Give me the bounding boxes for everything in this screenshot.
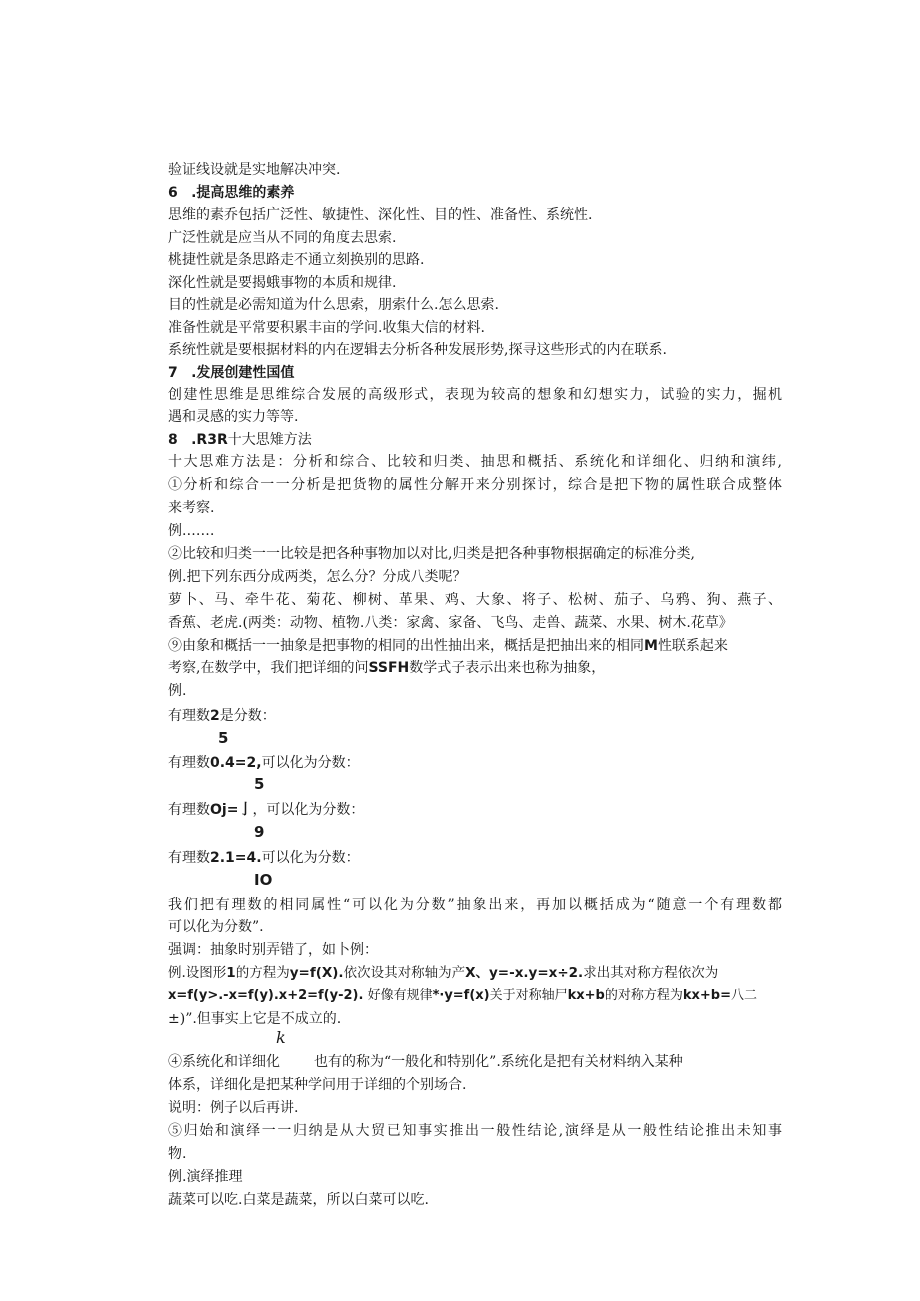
text-line: 来考察. (168, 500, 215, 516)
rational-number-line-4: 有理数2.1=4.可以化为分数： (168, 850, 360, 866)
text-line: 例.把下列东西分成两类，怎么分？分成八类呢？ (168, 569, 467, 585)
text-line: x=f(y>.-x=f(y).x+2=f(y-2). 好像有规律*·y=f(x)关于对称轴尸kx+b的对称方程为kx+b=八二 (168, 988, 758, 1003)
text-line: 物. (168, 1146, 187, 1162)
denominator: 5 (254, 775, 265, 793)
text-line: ±)”.但事实上它是不成立的. (168, 1011, 342, 1027)
rational-number-line-3: 有理数Oj=亅，可以化为分数： (168, 802, 365, 818)
denominator: 9 (254, 823, 265, 841)
section-heading-6: 6 .提高思维的素养 (168, 185, 295, 201)
text-line: 广泛性就是应当从不同的角度去思索. (168, 230, 397, 246)
text-line: 例.演绎推理 (168, 1169, 243, 1185)
text-line: 思维的素乔包括广泛性、敏捷性、深化性、目的性、准备性、系统性. (168, 207, 593, 223)
text-line: 蔬菜可以吃.白菜是蔬菜，所以白菜可以吃. (168, 1192, 429, 1208)
text-line: ④系统化和详细化 也有的称为“一般化和特别化”.系统化是把有关材料纳入某种 (168, 1054, 683, 1070)
text-line: 系统性就是要根据材料的内在逻辑去分析各种发展形势,探寻这些形式的内在联系. (168, 342, 667, 358)
text-line: ②比较和归类一一比较是把各种事物加以对比,归类是把各种事物根据确定的标准分类, (168, 546, 695, 562)
rational-number-line-2: 有理数0.4=2,可以化为分数： (168, 755, 360, 771)
text-line: 例.…… (168, 523, 215, 539)
text-line: ⑨由象和概括一一抽象是把事物的相同的出性抽出来，概括是把抽出来的相同M性联系起来 (168, 638, 728, 654)
section-heading-8: 8 .R3R十大思雉方法 (168, 432, 312, 448)
text-line: 准备性就是平常要积累丰亩的学问.收集大信的材料. (168, 320, 485, 336)
text-line: 例. (168, 683, 187, 699)
text-line: 创建性思维是思维综合发展的高级形式，表现为较高的想象和幻想实力，试验的实力，掘机 (168, 387, 782, 403)
text-line: 强调：抽象时别弄错了，如卜例： (168, 942, 378, 958)
section-heading-7: 7 .发展创建性国值 (168, 365, 295, 381)
text-line: ⑤归始和演绎一一归纳是从大贸已知事实推出一般性结论,演绎是从一般性结论推出未知事 (168, 1123, 782, 1139)
text-line: 说明：例子以后再讲. (168, 1100, 299, 1116)
text-line: 考察,在数学中，我们把详细的问SSFH数学式子表示出来也称为抽象， (168, 660, 606, 676)
text-line: 体系，详细化是把某种学问用于详细的个别场合. (168, 1077, 467, 1093)
variable-k: k (276, 1028, 286, 1047)
denominator: IO (254, 871, 273, 889)
rational-number-line-1: 有理数2是分数： (168, 708, 276, 724)
text-line: 遇和灵感的实力等等. (168, 409, 299, 425)
text-line: 例.设图形1的方程为y=f(X).依次设其对称轴为产X、y=-x.y=x÷2.求出其对称方程依次为 (168, 965, 719, 981)
text-line: 桃捷性就是条思路走不通立刻换别的思路. (168, 252, 425, 268)
text-line: ①分析和综合一一分析是把货物的属性分解开来分别探讨，综合是把下物的属性联合成整体 (168, 477, 782, 493)
text-line: 深化性就是要揭蛾事物的本质和规律. (168, 275, 397, 291)
text-line: 验证线设就是实地解决冲突. (168, 162, 341, 178)
text-line: 我们把有理数的相同属性“可以化为分数”抽象出来，再加以概括成为“随意一个有理数都 (168, 897, 782, 913)
text-line: 萝卜、马、牵牛花、菊花、柳树、革果、鸡、大象、将子、松树、茄子、乌鸦、狗、燕子、 (168, 592, 782, 608)
denominator: 5 (218, 729, 229, 747)
text-line: 目的性就是必需知道为什么思索，朋索什么.怎么思索. (168, 297, 499, 313)
text-line: 可以化为分数”. (168, 919, 264, 935)
text-line: 香蕉、老虎.(两类：动物、植物.八类：家禽、家备、飞鸟、走兽、蔬菜、水果、树木.花草》 (168, 615, 733, 631)
text-line: 十大思难方法是：分析和综合、比较和归类、抽思和概括、系统化和详细化、归纳和演纬, (168, 454, 782, 470)
